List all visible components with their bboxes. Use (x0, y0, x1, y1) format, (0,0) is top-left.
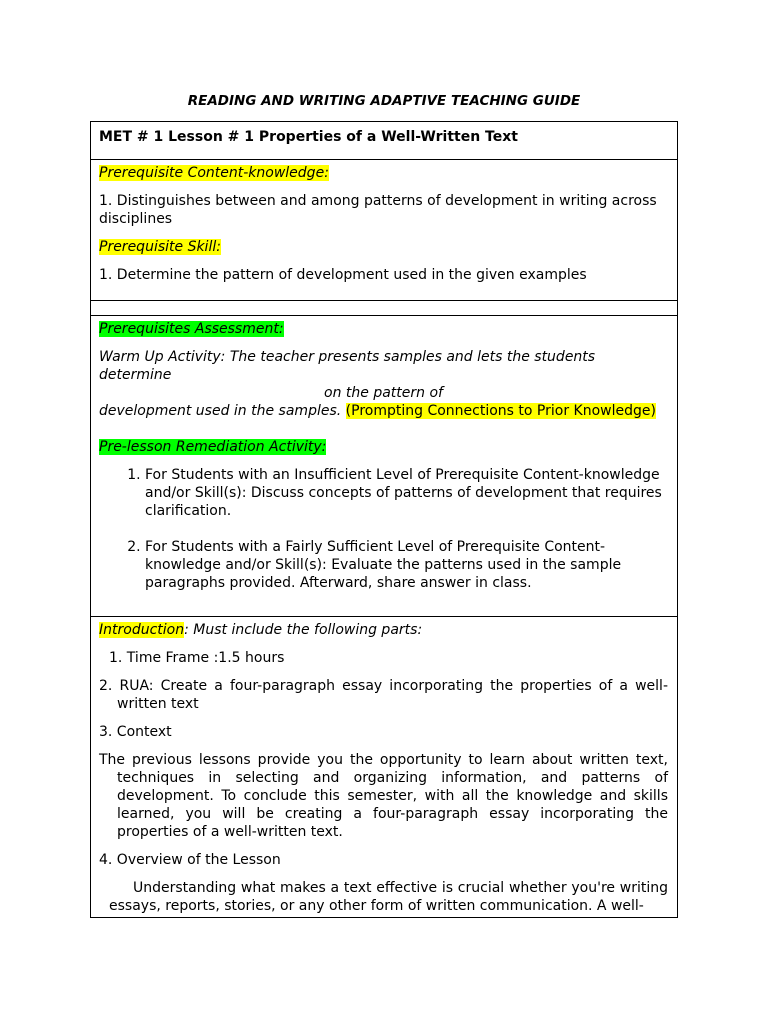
warmup-line-2: on the pattern of (324, 385, 443, 401)
warmup-activity (99, 348, 668, 420)
remediation-label: Pre-lesson Remediation Activity: (99, 439, 327, 455)
prerequisite-skill-heading (99, 238, 668, 256)
prerequisite-content-item: 1. Distinguishes between and among patterns of development in writing across disciplines (99, 193, 657, 227)
prerequisite-skill-label: Prerequisite Skill: (99, 239, 221, 255)
prerequisite-content-colon: : (324, 165, 329, 181)
introduction-row (91, 617, 678, 918)
prerequisite-skill-item: 1. Determine the pattern of development used in the given examples (99, 267, 587, 283)
remediation-item: 2. For Students with a Fairly Sufficient Level of Prerequisite Content-knowledge and/or Skill(s): Evaluate the patterns used in the sample paragraphs provided. Afterward, share answer in class. (145, 538, 668, 592)
remediation-item: 1. For Students with an Insufficient Level of Prerequisite Content-knowledge and/or Skill(s): Discuss concepts of patterns of development that requires clarification. (145, 466, 668, 520)
met-cell (91, 122, 678, 160)
introduction-heading (99, 621, 668, 639)
met-row (91, 122, 678, 160)
assessment-heading (99, 320, 668, 338)
context-text: The previous lessons provide you the opportunity to learn about written text, techniques in selecting and organizing information, and patterns of development. To conclude this semester, with all the knowledge and skills learned, you will be creating a four-paragraph essay incorporating the properties of a well-written text. (99, 752, 668, 840)
rua-item: 2. RUA: Create a four-paragraph essay incorporating the properties of a well-written text (99, 678, 668, 712)
overview-heading: 4. Overview of the Lesson (99, 852, 281, 868)
spacer-cell (91, 301, 678, 316)
overview-text: Understanding what makes a text effective is crucial whether you're writing essays, reports, stories, or any other form of written communication. A well- (109, 880, 668, 914)
spacer-row (91, 301, 678, 316)
remediation-heading (99, 438, 668, 456)
prerequisite-content-label: Prerequisite Content-knowledge (99, 165, 325, 181)
introduction-cell (91, 617, 678, 918)
prerequisite-content-heading (99, 164, 668, 182)
prerequisite-row (91, 160, 678, 301)
warmup-tag: (Prompting Connections to Prior Knowledge) (345, 403, 656, 419)
introduction-label-rest: : Must include the following parts: (184, 622, 423, 638)
teaching-guide-table (90, 121, 678, 918)
document-title: READING AND WRITING ADAPTIVE TEACHING GUIDE (187, 93, 581, 109)
met-lesson-title: MET # 1 Lesson # 1 Properties of a Well-Written Text (99, 129, 518, 145)
assessment-cell (91, 316, 678, 617)
assessment-label: Prerequisites Assessment: (99, 321, 284, 337)
context-heading: 3. Context (99, 724, 172, 740)
warmup-line-1: Warm Up Activity: The teacher presents samples and lets the students determine (99, 349, 596, 383)
time-frame: 1. Time Frame :1.5 hours (109, 650, 285, 666)
introduction-label: Introduction (99, 622, 185, 638)
remediation-list (99, 466, 668, 592)
assessment-row (91, 316, 678, 617)
warmup-line-3: development used in the samples. (99, 403, 342, 419)
prerequisite-cell (91, 160, 678, 301)
